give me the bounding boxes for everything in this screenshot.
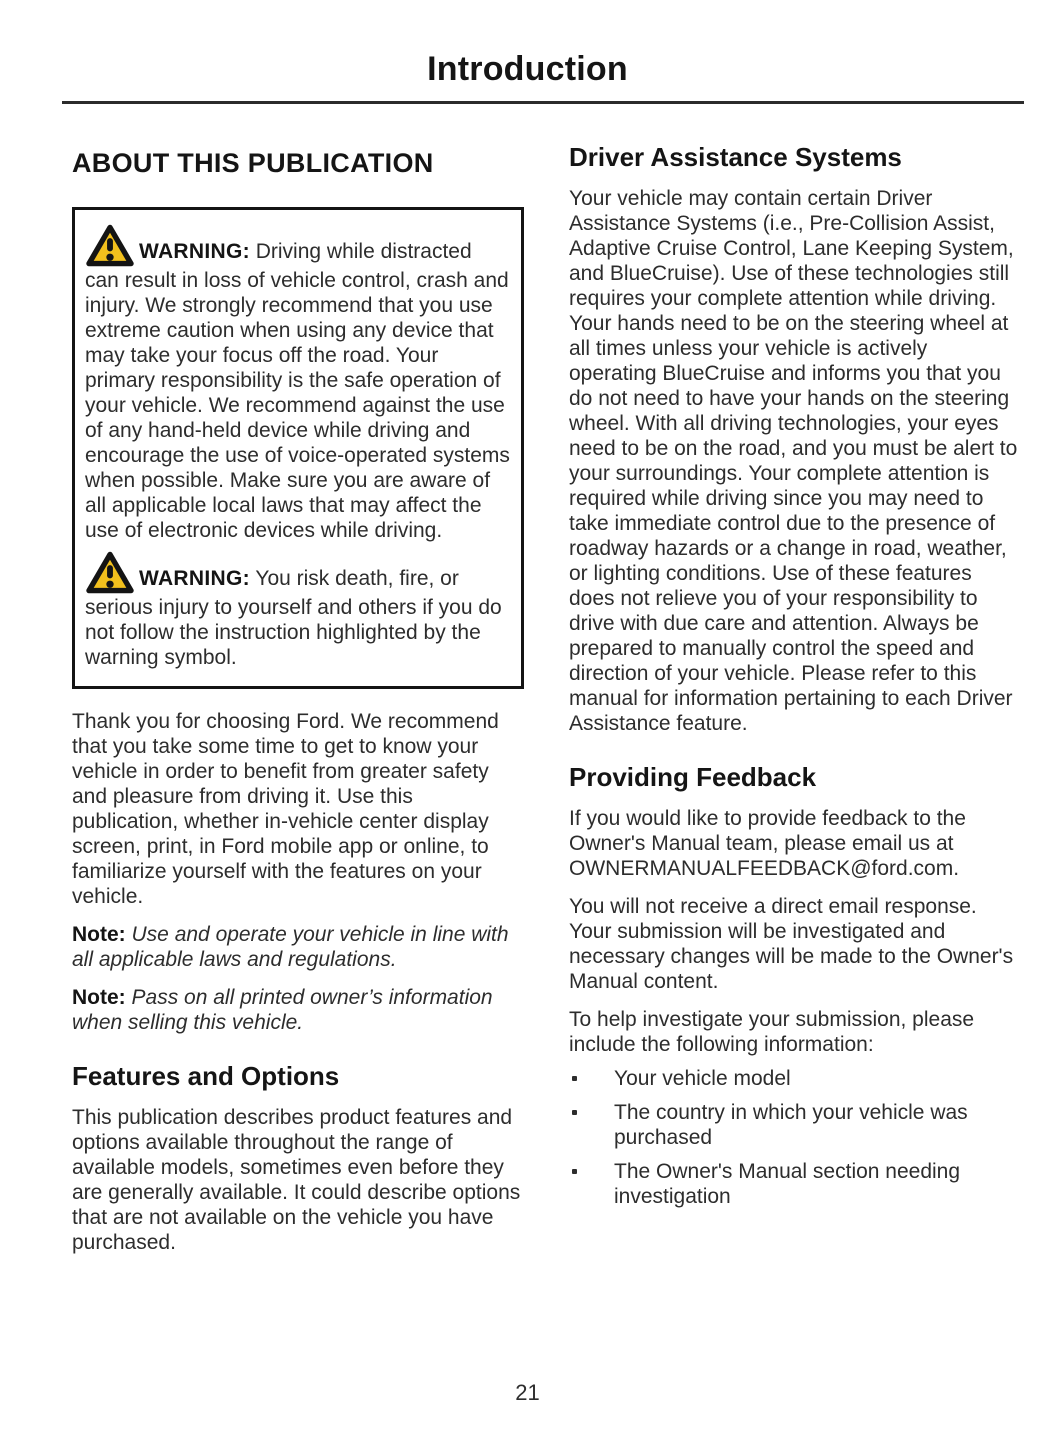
note-item: [72, 985, 524, 1035]
note-label: Note:: [72, 923, 126, 946]
warning-label: WARNING:: [139, 240, 250, 263]
note-text: Pass on all printed owner’s information when selling this vehicle.: [72, 986, 493, 1034]
warning-item: [85, 551, 511, 670]
note-label: Note:: [72, 986, 126, 1009]
title-divider: [62, 101, 1024, 104]
right-column: [569, 142, 1019, 1255]
left-column: [72, 142, 524, 1255]
about-heading: ABOUT THIS PUBLICATION: [72, 148, 434, 178]
bullet-text: The country in which your vehicle was purchased: [614, 1101, 968, 1149]
features-heading: Features and Options: [72, 1061, 340, 1091]
features-paragraph: This publication describes product features and options available throughout the range of available models, sometimes even before they are generally available. It could describe options that are not available on the vehicle you have purchased.: [72, 1106, 521, 1254]
bullet-list: [569, 1066, 1019, 1209]
driver-assistance-heading: Driver Assistance Systems: [569, 142, 902, 172]
page-body: [72, 142, 1055, 1255]
bullet-text: The Owner's Manual section needing investigation: [614, 1160, 961, 1208]
note-item: [72, 922, 524, 972]
bullet-item: [569, 1100, 1019, 1150]
feedback-paragraph: To help investigate your submission, please include the following information:: [569, 1008, 975, 1056]
providing-feedback-heading: Providing Feedback: [569, 762, 817, 792]
bullet-item: [569, 1066, 1019, 1091]
bullet-item: [569, 1159, 1019, 1209]
bullet-dot-icon: [572, 1110, 577, 1115]
driver-assistance-paragraph: Your vehicle may contain certain Driver Assistance Systems (i.e., Pre-Collision Assist, Adaptive Cruise Control, Lane Keeping System, and BlueCruise). Use of these technologies still requires your complete attention while driving. Your hands need to be on the steering wheel at all times unless your vehicle is actively operating BlueCruise and informs you that you do not need to have your hands on the steering wheel. With all driving technologies, your eyes need to be on the road, and you must be alert to your surroundings. Your complete attention is required while driving since you may need to take immediate control due to the presence of roadway hazards or a change in road, weather, or lighting conditions. Use of these features does not relieve you of your responsibility to drive with due care and attention. Always be prepared to manually control the speed and direction of your vehicle. Please refer to this manual for information pertaining to each Driver Assistance feature.: [569, 187, 1018, 735]
warning-item: [85, 224, 511, 543]
feedback-paragraph: If you would like to provide feedback to the Owner's Manual team, please email us at OWNERMANUALFEEDBACK@ford.com.: [569, 807, 966, 880]
bullet-dot-icon: [572, 1169, 577, 1174]
warning-triangle-icon: [85, 551, 135, 595]
warning-text: You risk death, fire, or serious injury to yourself and others if you do not follow the instruction highlighted by the warning symbol.: [85, 567, 502, 669]
bullet-dot-icon: [572, 1076, 577, 1081]
intro-paragraph: Thank you for choosing Ford. We recommend that you take some time to get to know your vehicle in order to benefit from greater safety and pleasure from driving it. Use this publication, whether in-vehicle center display screen, print, in Ford mobile app or online, to familiarize yourself with the features on your vehicle.: [72, 710, 499, 908]
warning-box: [72, 207, 524, 689]
bullet-text: Your vehicle model: [614, 1067, 791, 1090]
warning-triangle-icon: [85, 224, 135, 268]
note-text: Use and operate your vehicle in line with all applicable laws and regulations.: [72, 923, 509, 971]
page-title: Introduction: [427, 50, 628, 88]
warning-label: WARNING:: [139, 567, 250, 590]
warning-text: Driving while distracted can result in loss of vehicle control, crash and injury. We strongly recommend that you use extreme caution when using any device that may take your focus off the road. Your primary responsibility is the safe operation of your vehicle. We recommend against the use of any hand-held device while driving and encourage the use of voice-operated systems when possible. Make sure you are aware of all applicable local laws that may affect the use of electronic devices while driving.: [85, 240, 510, 542]
feedback-paragraph: You will not receive a direct email response. Your submission will be investigated and necessary changes will be made to the Owner's Manual content.: [569, 895, 1014, 993]
page-number: 21: [515, 1380, 540, 1405]
